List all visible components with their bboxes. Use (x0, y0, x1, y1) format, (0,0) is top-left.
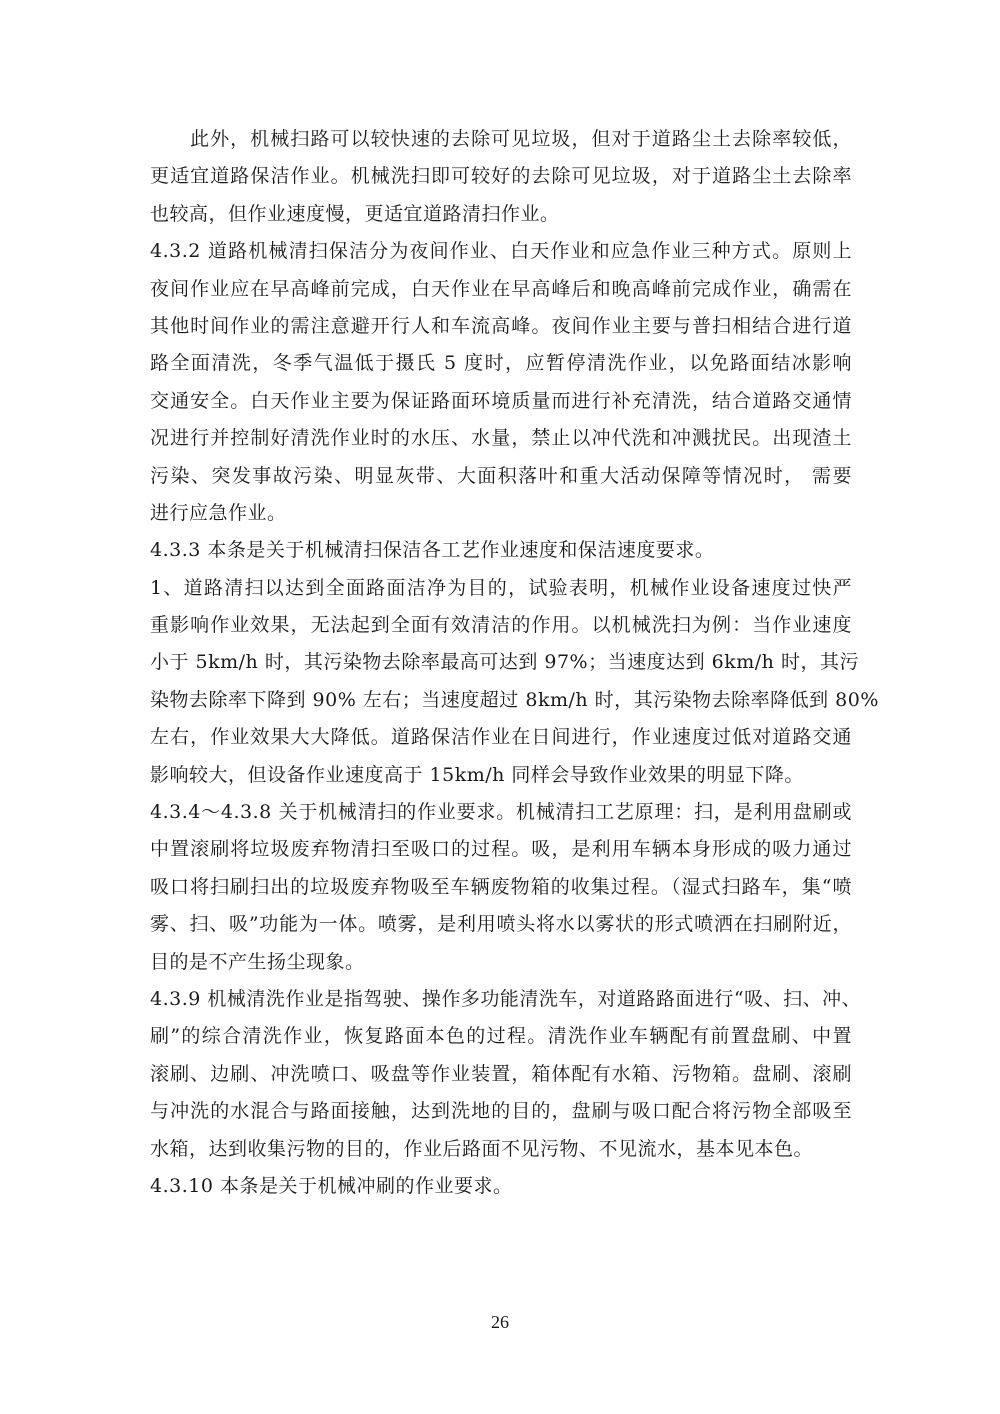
text-line: 路全面清洗，冬季气温低于摄氏 5 度时，应暂停清洗作业，以免路面结冰影响 (150, 352, 852, 375)
text-line: 4.3.10 本条是关于机械冲刷的作业要求。 (150, 1174, 513, 1197)
text-line: 吸口将扫刷扫出的垃圾废弃物吸至车辆废物箱的收集过程。（湿式扫路车，集“喷 (150, 875, 852, 898)
text-line: 夜间作业应在早高峰前完成，白天作业在早高峰后和晚高峰前完成作业，确需在 (150, 277, 852, 300)
text-line: 影响较大，但设备作业速度高于 15km/h 同样会导致作业效果的明显下降。 (150, 763, 804, 786)
text-line: 更适宜道路保洁作业。机械洗扫即可较好的去除可见垃圾，对于道路尘土去除率 (150, 165, 852, 188)
text-line: 污染、突发事故污染、明显灰带、大面积落叶和重大活动保障等情况时， 需要 (150, 464, 852, 487)
body-text (150, 121, 879, 1205)
text-line: 刷”的综合清洗作业，恢复路面本色的过程。清洗作业车辆配有前置盘刷、中置 (150, 1025, 852, 1048)
text-line: 与冲洗的水混合与路面接触，达到洗地的目的，盘刷与吸口配合将污物全部吸至 (150, 1100, 852, 1123)
text-line: 4.3.2 道路机械清扫保洁分为夜间作业、白天作业和应急作业三种方式。原则上 (150, 240, 852, 263)
text-line: 也较高，但作业速度慢，更适宜道路清扫作业。 (150, 202, 560, 225)
text-line: 中置滚刷将垃圾废弃物清扫至吸口的过程。吸，是利用车辆本身形成的吸力通过 (150, 838, 852, 861)
text-line: 其他时间作业的需注意避开行人和车流高峰。夜间作业主要与普扫相结合进行道 (150, 314, 852, 337)
text-line: 进行应急作业。 (150, 501, 287, 524)
text-line: 小于 5km/h 时，其污染物去除率最高可达到 97%；当速度达到 6km/h 时，其污 (150, 651, 859, 674)
text-line: 雾、扫、吸”功能为一体。喷雾，是利用喷头将水以雾状的形式喷洒在扫刷附近， (150, 913, 852, 936)
text-line: 重影响作业效果，无法起到全面有效清洁的作用。以机械洗扫为例：当作业速度 (150, 614, 852, 637)
text-line: 染物去除率下降到 90% 左右；当速度超过 8km/h 时，其污染物去除率降低到 80% (150, 688, 879, 711)
text-line: 滚刷、边刷、冲洗喷口、吸盘等作业装置，箱体配有水箱、污物箱。盘刷、滚刷 (150, 1062, 852, 1085)
text-line: 4.3.9 机械清洗作业是指驾驶、操作多功能清洗车，对道路路面进行“吸、扫、冲、 (150, 987, 862, 1010)
text-line: 水箱，达到收集污物的目的，作业后路面不见污物、不见流水，基本见本色。 (150, 1137, 814, 1160)
page-number: 26 (491, 1312, 509, 1332)
text-line: 左右，作业效果大大降低。道路保洁作业在日间进行，作业速度过低对道路交通 (150, 726, 852, 749)
text-line: 况进行并控制好清洗作业时的水压、水量，禁止以冲代洗和冲溅扰民。出现渣土 (150, 427, 852, 450)
text-line: 交通安全。白天作业主要为保证路面环境质量而进行补充清洗，结合道路交通情 (150, 389, 852, 412)
text-line: 1、道路清扫以达到全面路面洁净为目的，试验表明，机械作业设备速度过快严 (150, 576, 852, 599)
text-line: 4.3.3 本条是关于机械清扫保洁各工艺作业速度和保洁速度要求。 (150, 539, 715, 562)
text-line: 此外，机械扫路可以较快速的去除可见垃圾，但对于道路尘土去除率较低， (190, 128, 852, 150)
text-line: 目的是不产生扬尘现象。 (150, 950, 365, 973)
text-line: 4.3.4～4.3.8 关于机械清扫的作业要求。机械清扫工艺原理：扫，是利用盘刷或 (150, 801, 852, 824)
